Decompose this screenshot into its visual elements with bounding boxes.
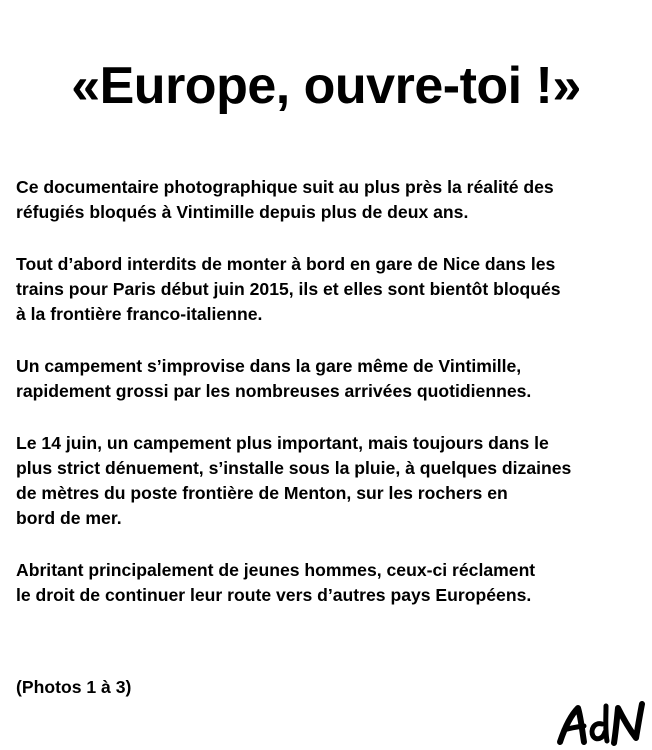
text-line: à la frontière franco-italienne. [16, 304, 263, 324]
paragraph-station-camp [16, 354, 646, 404]
text-line: bord de mer. [16, 508, 122, 528]
text-line: plus strict dénuement, s’installe sous la pluie, à quelques dizaines [16, 458, 572, 478]
text-line: Ce documentaire photographique suit au plus près la réalité des [16, 177, 554, 197]
text-line: Tout d’abord interdits de monter à bord en gare de Nice dans les [16, 254, 556, 274]
text-line: Abritant principalement de jeunes hommes, ceux-ci réclament [16, 560, 536, 580]
text-line: de mètres du poste frontière de Menton, sur les rochers en [16, 483, 508, 503]
paragraph-menton-camp [16, 431, 646, 531]
text-line: trains pour Paris début juin 2015, ils et elles sont bientôt bloqués [16, 279, 561, 299]
photos-note: (Photos 1 à 3) [16, 677, 132, 697]
signature-logo [554, 700, 646, 746]
paragraph-intro [16, 175, 646, 225]
text-line: Le 14 juin, un campement plus important, mais toujours dans le [16, 433, 549, 453]
page-title: «Europe, ouvre-toi !» [71, 57, 581, 115]
body-text [16, 175, 646, 635]
text-line: réfugiés bloqués à Vintimille depuis plus de deux ans. [16, 202, 469, 222]
text-line: le droit de continuer leur route vers d’autres pays Européens. [16, 585, 532, 605]
paragraph-young-men [16, 558, 646, 608]
paragraph-nice-station [16, 252, 646, 327]
text-line: rapidement grossi par les nombreuses arrivées quotidiennes. [16, 381, 532, 401]
text-line: Un campement s’improvise dans la gare même de Vintimille, [16, 356, 522, 376]
